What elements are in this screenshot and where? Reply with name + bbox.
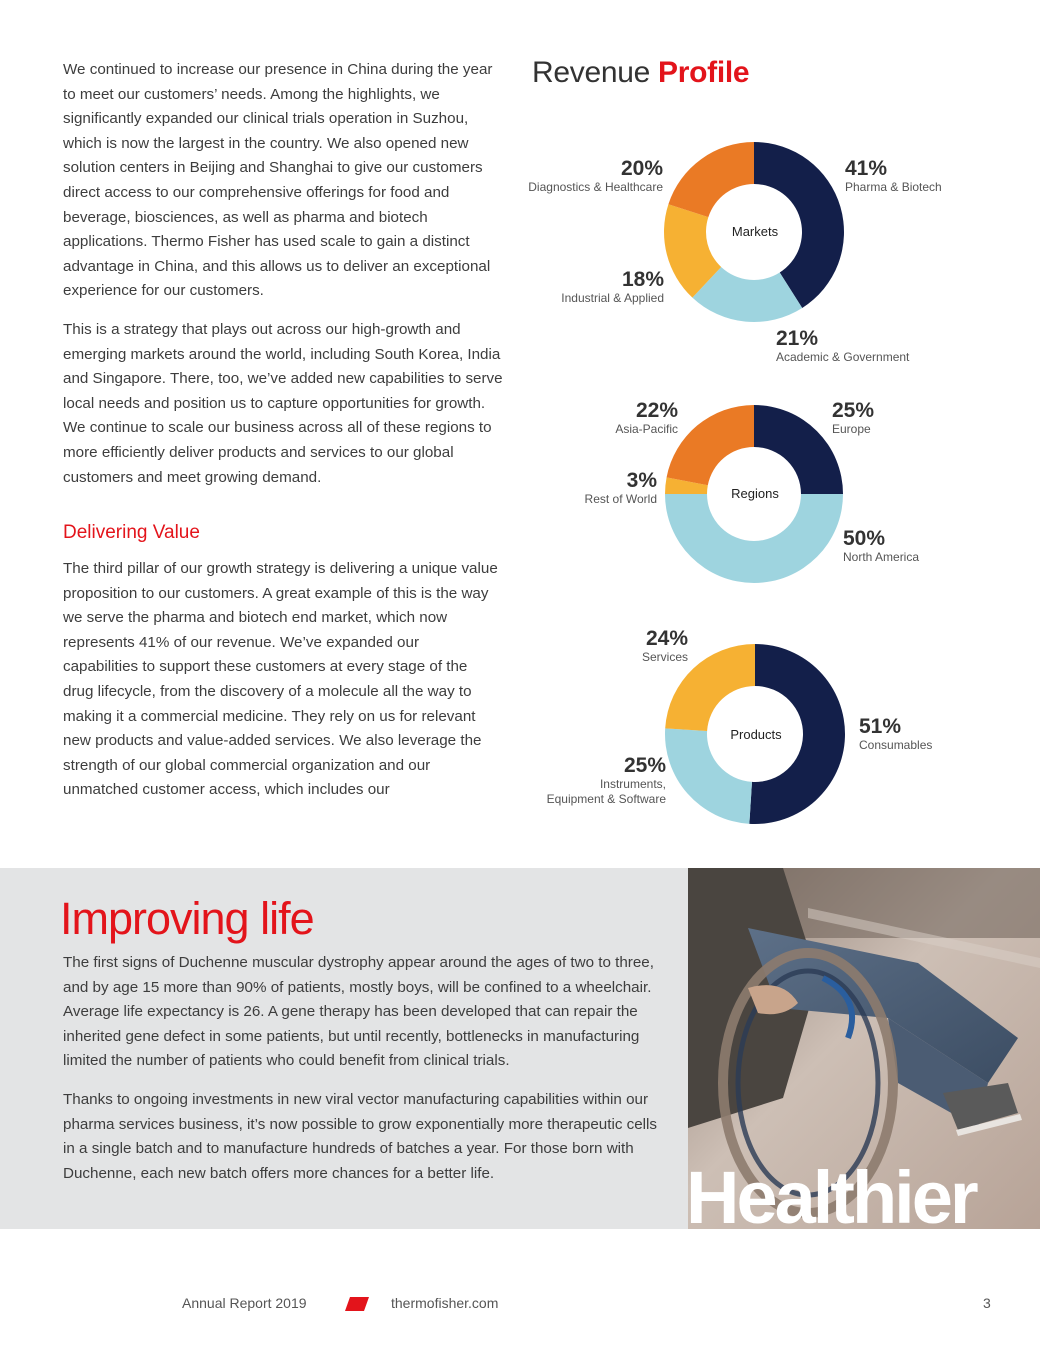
- slice-label-consumables: [859, 716, 932, 753]
- revenue-title-main: Revenue: [532, 56, 650, 89]
- slice-name-line2: Equipment & Software: [546, 792, 666, 806]
- intro-paragraph-emerging-markets: This is a strategy that plays out across our high-growth and emerging markets around the world, including South Korea, India and Singapore. There, too, we’ve added new capabilities to serve local needs and position us to capture opportunities for growth. We continue to scale our business across all of these regions to more efficiently deliver products and services to our global customers and meet growing demand.: [63, 321, 503, 486]
- slice-label-europe: [832, 400, 874, 437]
- revenue-title-accent: Profile: [658, 56, 750, 89]
- slice-label-instruments: [547, 755, 666, 807]
- slice-value: 22%: [635, 399, 678, 422]
- slice-value: 50%: [843, 527, 886, 550]
- healthier-overlay-word: Healthier: [686, 1156, 976, 1239]
- slice-name: Consumables: [859, 738, 933, 752]
- slice-value: 18%: [621, 268, 664, 291]
- delivering-value-heading: Delivering Value: [63, 522, 200, 543]
- footer-website: thermofisher.com: [391, 1295, 499, 1311]
- slice-value: 25%: [623, 754, 666, 777]
- slice-label-pharma: [845, 158, 942, 195]
- slice-value: 41%: [845, 157, 888, 180]
- slice-name: Pharma & Biotech: [845, 180, 942, 194]
- slice-label-asia-pacific: [615, 400, 678, 437]
- thermofisher-logo-mark-icon: [345, 1297, 369, 1311]
- slice-name: Industrial & Applied: [561, 291, 664, 305]
- slice-name: Diagnostics & Healthcare: [528, 180, 663, 194]
- delivering-value-paragraph: The third pillar of our growth strategy is delivering a unique value proposition to our customers. A great example of this is the way we serve the pharma and biotech end market, which now represents 41% of our revenue. We’ve expanded our capabilities to support these customers at every stage of the drug lifecycle, from the discovery of a molecule all the way to making it a commercial medicine. They rely on us for relevant new products and value-added services. We also leverage the strength of our global commercial organization and our unmatched customer access, which includes our: [63, 560, 498, 799]
- intro-paragraph-china: We continued to increase our presence in China during the year to meet our customers’ needs. Among the highlights, we significantly expanded our clinical trials operation in Suzhou, which is now the largest in the country. We also opened new solution centers in Beijing and Shanghai to give our customers direct access to our comprehensive offerings for food and beverage, biosciences, as well as pharma and biotech applications. Thermo Fisher has used scale to gain a distinct advantage in China, and this allows us to deliver an exceptional experience for our customers.: [63, 61, 493, 300]
- donut-slice-diagnostics-healthcare: [668, 142, 754, 217]
- slice-label-academic: [776, 328, 909, 365]
- slice-value: 25%: [832, 399, 875, 422]
- slice-name: Rest of World: [584, 492, 657, 506]
- slice-name: Academic & Government: [776, 350, 910, 364]
- donut-slice-asia-pacific: [667, 405, 754, 485]
- page-number: 3: [983, 1295, 991, 1311]
- slice-name: Europe: [832, 422, 871, 436]
- slice-name-line1: Instruments,: [599, 777, 666, 791]
- slice-value: 20%: [620, 157, 663, 180]
- donut-slice-instruments-equipment-software: [665, 728, 752, 823]
- markets-center-label: Markets: [731, 224, 779, 239]
- footer-report-label: Annual Report 2019: [182, 1295, 307, 1311]
- slice-value: 3%: [626, 469, 657, 492]
- regions-center-label: Regions: [731, 486, 779, 501]
- slice-value: 21%: [776, 327, 819, 350]
- slice-value: 24%: [645, 627, 688, 650]
- slice-name: Asia-Pacific: [615, 422, 678, 436]
- donut-slice-north-america: [665, 494, 843, 583]
- slice-value: 51%: [859, 715, 902, 738]
- improving-life-title: Improving life: [60, 893, 314, 944]
- products-center-label: Products: [730, 727, 782, 742]
- improving-life-paragraph-1: The first signs of Duchenne muscular dystrophy appear around the ages of two to three, and by age 15 more than 90% of patients, mostly boys, will be confined to a wheelchair. Average life expectancy is 26. A gene therapy has been developed that can repair the inherited gene defect in some patients, but until recently, bottlenecks in manufacturing limited the number of patients who could benefit from clinical trials.: [63, 954, 654, 1070]
- slice-label-industrial: [561, 269, 664, 306]
- donut-slice-europe: [754, 405, 843, 494]
- slice-name: North America: [843, 550, 920, 564]
- slice-label-north-america: [843, 528, 919, 565]
- slice-label-diagnostics: [528, 158, 663, 195]
- slice-name: Services: [641, 650, 688, 664]
- slice-label-services: [642, 628, 688, 665]
- slice-label-rest-of-world: [585, 470, 657, 507]
- improving-life-paragraph-2: Thanks to ongoing investments in new viral vector manufacturing capabilities within our pharma services business, it’s now possible to grow exponentially more therapeutic cells in a single batch and to manufacture hundreds of batches a year. For those born with Duchenne, each new batch offers more chances for a better life.: [63, 1091, 658, 1182]
